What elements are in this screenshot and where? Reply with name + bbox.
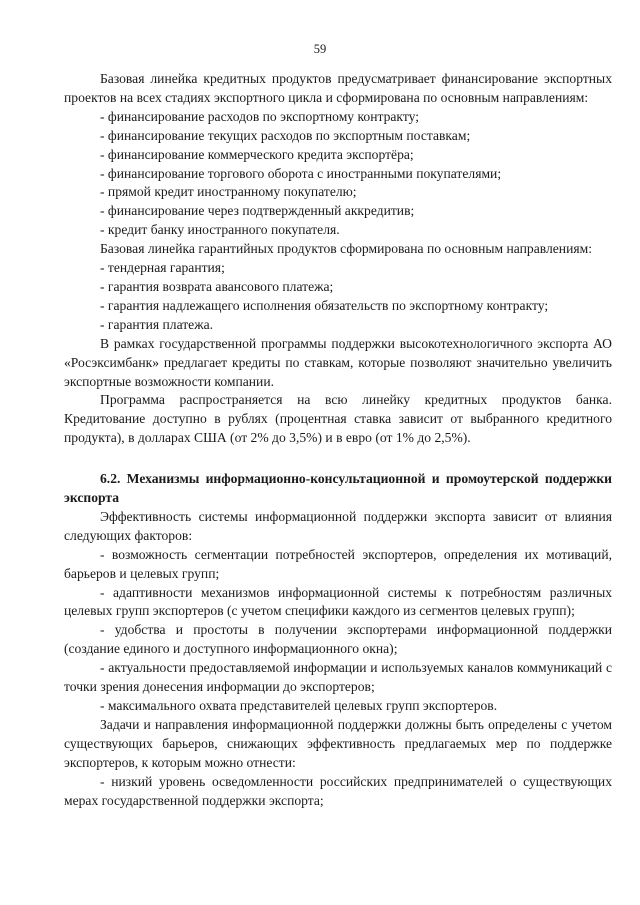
list-item: - гарантия платежа. xyxy=(100,316,214,332)
list-item: - финансирование через подтвержденный аккредитив; xyxy=(100,203,415,219)
paragraph-factors-intro: Эффективность системы информационной поддержки экспорта зависит от влияния следующих факторов: xyxy=(64,508,612,543)
page-body xyxy=(64,70,612,810)
list-item: - финансирование торгового оборота с иностранными покупателями; xyxy=(100,165,502,181)
list-item: - адаптивности механизмов информационной системы к потребностям различных целевых групп экспортеров (с учетом специфики каждого из сегментов целевых групп); xyxy=(64,584,612,619)
list-item: - удобства и простоты в получении экспортерами информационной поддержки (создание единого и доступного информационного окна); xyxy=(64,622,612,657)
list-item: - финансирование текущих расходов по экспортным поставкам; xyxy=(100,127,471,143)
list-item: - максимального охвата представителей целевых групп экспортеров. xyxy=(100,698,498,713)
list-item: - прямой кредит иностранному покупателю; xyxy=(100,184,357,200)
list-item: - тендерная гарантия; xyxy=(100,260,225,276)
list-item: - гарантия возврата авансового платежа; xyxy=(100,278,334,294)
list-item: - кредит банку иностранного покупателя. xyxy=(100,222,340,238)
page-number: 59 xyxy=(313,42,327,56)
paragraph-barriers-intro: Задачи и направления информационной поддержки должны быть определены с учетом существующих барьеров, снижающих эффективность предлагаемых мер по поддержке экспортеров, к которым можно отнести: xyxy=(64,716,612,770)
paragraph-guarantee-intro: Базовая линейка гарантийных продуктов сформирована по основным направлениям: xyxy=(100,241,592,257)
list-item: - финансирование расходов по экспортному контракту; xyxy=(100,108,419,124)
section-heading: 6.2. Механизмы информационно-консультационной и промоутерской поддержки экспорта xyxy=(64,471,612,506)
list-item: - актуальности предоставляемой информации и используемых каналов коммуникаций с точки зрения донесения информации до экспортеров; xyxy=(64,660,612,695)
paragraph-credit-intro: Базовая линейка кредитных продуктов предусматривает финансирование экспортных проектов на всех стадиях экспортного цикла и сформирована по основным направлениям: xyxy=(64,71,612,105)
list-item: - возможность сегментации потребностей экспортеров, определения их мотиваций, барьеров и целевых групп; xyxy=(64,546,612,581)
list-item: - низкий уровень осведомленности российских предпринимателей о существующих мерах государственной поддержки экспорта; xyxy=(64,773,612,808)
list-item: - финансирование коммерческого кредита экспортёра; xyxy=(100,146,414,162)
paragraph-program: В рамках государственной программы поддержки высокотехнологичного экспорта АО «Росэксимбанк» предлагает кредиты по ставкам, которые позволяют значительно увеличить экспортные возможности компании. xyxy=(64,335,612,389)
paragraph-rates: Программа распространяется на всю линейку кредитных продуктов банка. Кредитование доступно в рублях (процентная ставка зависит от выбранного кредитного продукта), в долларах США (от 2% до 3,5%) и в евро (от 1% до 2,5%). xyxy=(64,392,612,446)
list-item: - гарантия надлежащего исполнения обязательств по экспортному контракту; xyxy=(100,297,549,313)
